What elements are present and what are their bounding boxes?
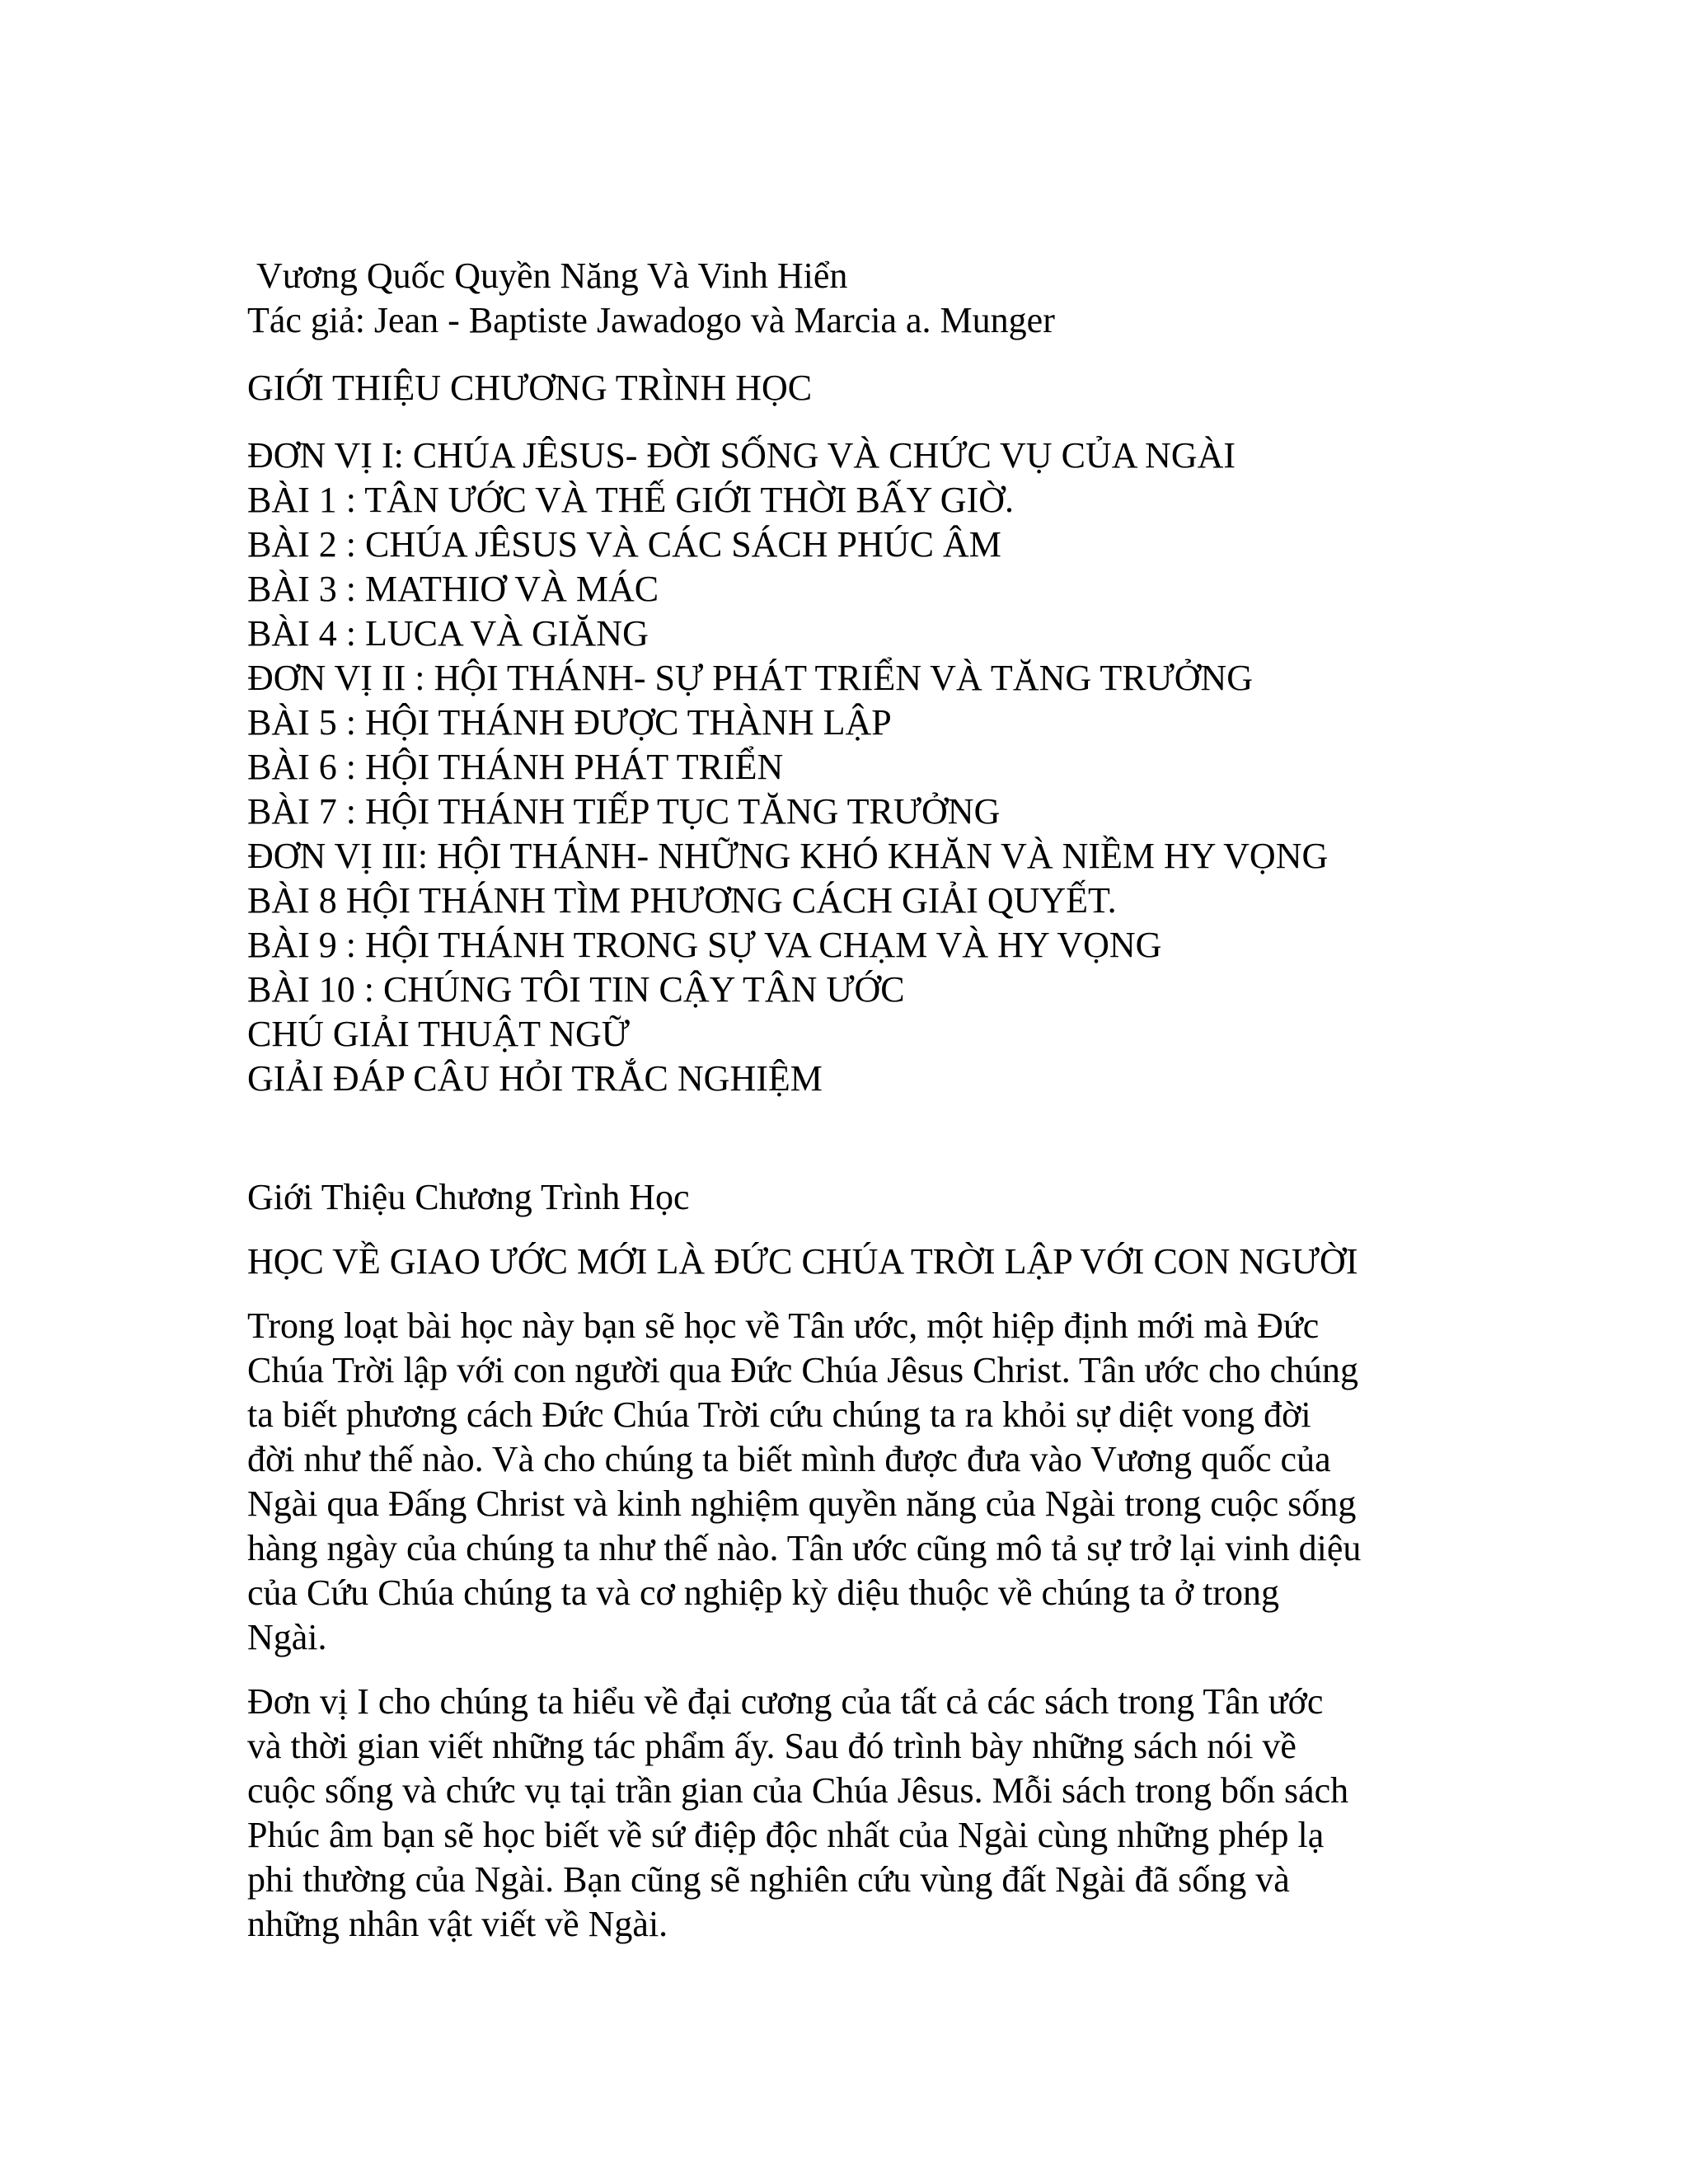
paragraph-line: những nhân vật viết về Ngài. xyxy=(247,1904,668,1944)
toc-item: BÀI 8 HỘI THÁNH TÌM PHƯƠNG CÁCH GIẢI QUYẾT. xyxy=(247,880,1117,921)
toc-item: GIẢI ĐÁP CÂU HỎI TRẮC NGHIỆM xyxy=(247,1058,823,1099)
paragraph-unit-one xyxy=(247,1680,1451,1947)
section-title: Giới Thiệu Chương Trình Học xyxy=(247,1177,690,1217)
spacer xyxy=(247,1220,1451,1240)
toc-item: ĐƠN VỊ III: HỘI THÁNH- NHỮNG KHÓ KHĂN VÀ NIỀM HY VỌNG xyxy=(247,836,1329,876)
paragraph-intro xyxy=(247,1304,1451,1660)
spacer xyxy=(247,1284,1451,1304)
book-author: Tác giả: Jean - Baptiste Jawadogo và Marcia a. Munger xyxy=(247,300,1055,340)
table-of-contents xyxy=(247,434,1451,1101)
paragraph-line: và thời gian viết những tác phẩm ấy. Sau đó trình bày những sách nói về xyxy=(247,1726,1296,1766)
spacer xyxy=(247,1660,1451,1680)
paragraph-line: Ngài. xyxy=(247,1617,327,1657)
spacer xyxy=(247,1101,1451,1175)
toc-item: ĐƠN VỊ II : HỘI THÁNH- SỰ PHÁT TRIỂN VÀ TĂNG TRƯỞNG xyxy=(247,658,1254,698)
paragraph-line: Trong loạt bài học này bạn sẽ học về Tân ước, một hiệp định mới mà Đức xyxy=(247,1305,1320,1346)
toc-item: BÀI 1 : TÂN ƯỚC VÀ THẾ GIỚI THỜI BẤY GIỜ. xyxy=(247,480,1014,520)
toc-item: BÀI 6 : HỘI THÁNH PHÁT TRIỂN xyxy=(247,747,784,787)
paragraph-line: đời như thế nào. Và cho chúng ta biết mình được đưa vào Vương quốc của xyxy=(247,1439,1331,1479)
toc-item: BÀI 4 : LUCA VÀ GIĂNG xyxy=(247,613,649,654)
paragraph-line: cuộc sống và chức vụ tại trần gian của Chúa Jêsus. Mỗi sách trong bốn sách xyxy=(247,1770,1349,1811)
section-subtitle: HỌC VỀ GIAO ƯỚC MỚI LÀ ĐỨC CHÚA TRỜI LẬP VỚI CON NGƯỜI xyxy=(247,1241,1358,1282)
toc-item: BÀI 3 : MATHIƠ VÀ MÁC xyxy=(247,569,659,609)
paragraph-line: phi thường của Ngài. Bạn cũng sẽ nghiên cứu vùng đất Ngài đã sống và xyxy=(247,1859,1290,1900)
paragraph-line: Chúa Trời lập với con người qua Đức Chúa Jêsus Christ. Tân ước cho chúng xyxy=(247,1350,1359,1390)
document-page xyxy=(247,254,1451,1947)
spacer xyxy=(247,343,1451,366)
book-title: Vương Quốc Quyền Năng Và Vinh Hiển xyxy=(256,255,848,296)
spacer xyxy=(247,410,1451,434)
toc-item: CHÚ GIẢI THUẬT NGỮ xyxy=(247,1014,630,1054)
intro-heading: GIỚI THIỆU CHƯƠNG TRÌNH HỌC xyxy=(247,368,813,408)
paragraph-line: ta biết phương cách Đức Chúa Trời cứu chúng ta ra khỏi sự diệt vong đời xyxy=(247,1394,1311,1435)
toc-item: BÀI 5 : HỘI THÁNH ĐƯỢC THÀNH LẬP xyxy=(247,702,892,743)
paragraph-line: Đơn vị I cho chúng ta hiểu về đại cương của tất cả các sách trong Tân ước xyxy=(247,1681,1324,1722)
toc-item: BÀI 9 : HỘI THÁNH TRONG SỰ VA CHẠM VÀ HY VỌNG xyxy=(247,925,1162,965)
paragraph-line: của Cứu Chúa chúng ta và cơ nghiệp kỳ diệu thuộc về chúng ta ở trong xyxy=(247,1572,1279,1613)
toc-item: ĐƠN VỊ I: CHÚA JÊSUS- ĐỜI SỐNG VÀ CHỨC VỤ CỦA NGÀI xyxy=(247,435,1236,476)
paragraph-line: Phúc âm bạn sẽ học biết về sứ điệp độc nhất của Ngài cùng những phép lạ xyxy=(247,1815,1325,1855)
paragraph-line: hàng ngày của chúng ta như thế nào. Tân ước cũng mô tả sự trở lại vinh diệu xyxy=(247,1528,1362,1568)
toc-item: BÀI 10 : CHÚNG TÔI TIN CẬY TÂN ƯỚC xyxy=(247,969,905,1010)
paragraph-line: Ngài qua Đấng Christ và kinh nghiệm quyền năng của Ngài trong cuộc sống xyxy=(247,1483,1357,1524)
toc-item: BÀI 7 : HỘI THÁNH TIẾP TỤC TĂNG TRƯỞNG xyxy=(247,791,1001,832)
toc-item: BÀI 2 : CHÚA JÊSUS VÀ CÁC SÁCH PHÚC ÂM xyxy=(247,524,1001,565)
